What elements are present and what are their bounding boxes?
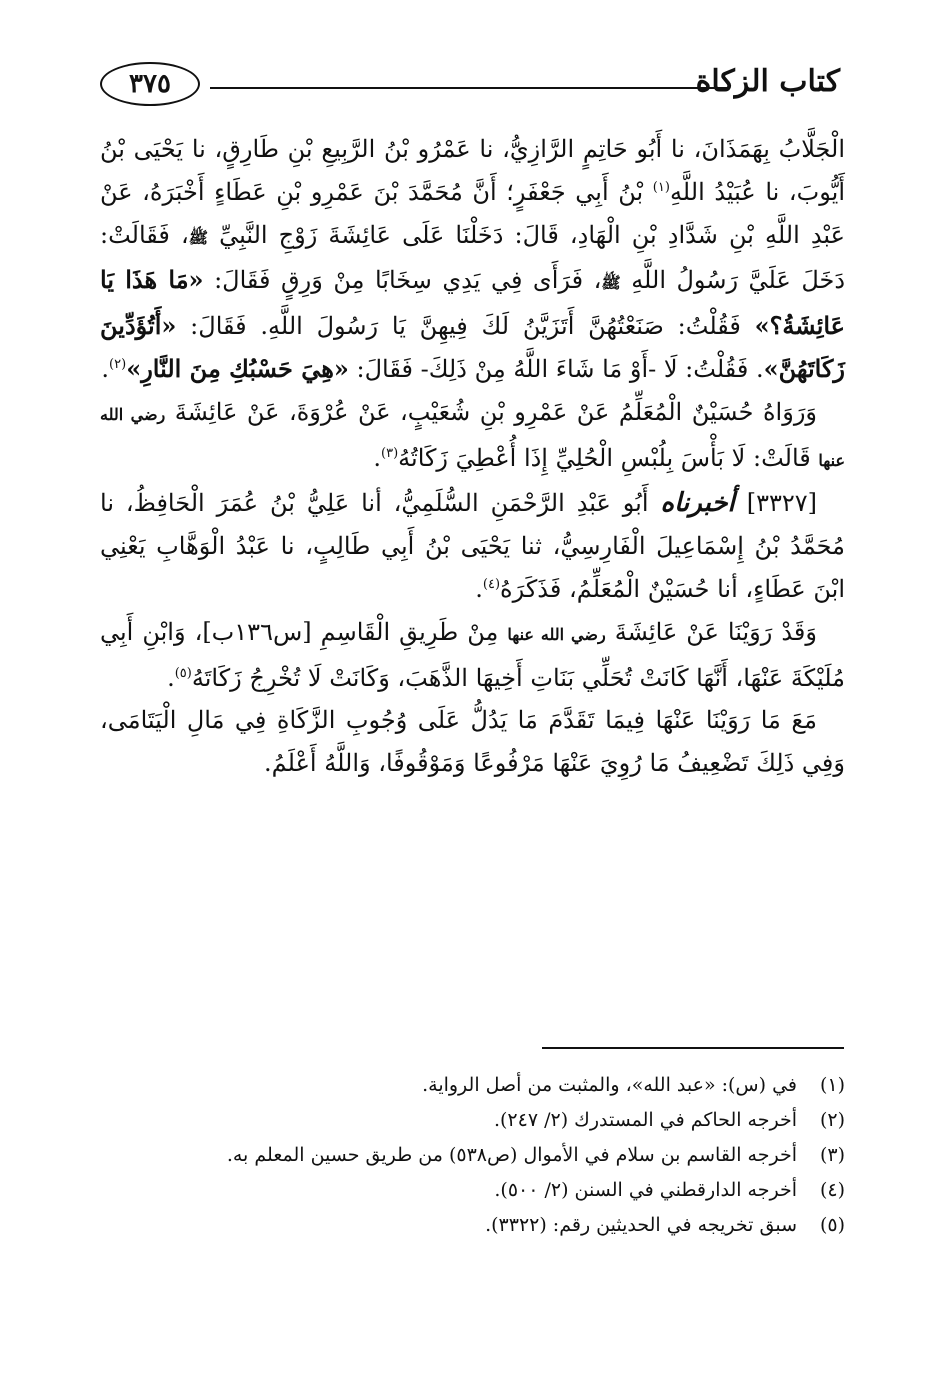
paragraph-aisha-report (100, 611, 845, 700)
text-run: وَقَدْ رَوَيْنَا عَنْ عَائِشَةَ (605, 617, 817, 646)
text-run: قَالَتْ: لَا بَأْسَ بِلُبْسِ الْحُلِيِّ إِذَا أُعْطِيَ زَكَاتُهُ (398, 443, 819, 472)
footnote-ref-1[interactable]: (١) (652, 179, 670, 195)
footnote-separator (542, 1047, 844, 1049)
text-run: بْنُ أَبِي جَعْفَرٍ؛ أَنَّ مُحَمَّدَ بْنَ عَمْرِو بْنِ عَطَاءٍ أَخْبَرَهُ، عَنْ عَبْدِ اللَّهِ بْنِ شَدَّادِ بْنِ الْهَادِ، قَالَ: دَخَلْنَا عَلَى عَائِشَةَ زَوْجِ النَّبِيِّ (100, 177, 845, 249)
text-run: . (167, 663, 175, 692)
footnote-item (100, 1173, 845, 1208)
honorific-glyph: رضي الله عنها (100, 404, 845, 470)
footnote-number: (٥) (819, 1214, 845, 1236)
text-run: . (373, 443, 381, 472)
hadith-number: [٣٣٢٧] (746, 489, 817, 518)
footnotes (100, 1068, 845, 1243)
text-run: مِنْ طَرِيقِ الْقَاسِمِ [س١٣٦ب]، وَابْنِ أَبِي مُلَيْكَةَ عَنْهَا، أَنَّهَا كَانَتْ تُحَلِّي بَنَاتِ أَخِيهَا الذَّهَبَ، وَكَانَتْ لَا تُخْرِجُ زَكَاتَهُ (100, 617, 845, 692)
running-title: كتاب الزكاة (695, 64, 840, 99)
text-run: ، فَرَأَى فِي يَدِي سِخَابًا مِنْ وَرِقٍ فَقَالَ: (203, 266, 602, 295)
paragraph-conclusion (100, 699, 845, 785)
footnote-number: (٤) (819, 1179, 845, 1201)
text-run: ، فَقَالَتْ: دَخَلَ عَلَيَّ رَسُولُ اللَّهِ (100, 220, 846, 295)
text-run: وَرَوَاهُ حُسَيْنٌ الْمُعَلِّمُ عَنْ عَمْرِو بْنِ شُعَيْبٍ، عَنْ عُرْوَةَ، عَنْ عَائِشَةَ (165, 397, 817, 426)
paragraph-hadith-text (100, 128, 845, 391)
page-number: ٣٧٥ (100, 62, 200, 106)
footnote-number: (٣) (819, 1144, 845, 1166)
footnote-text: سبق تخريجه في الحديثين رقم: (٣٣٢٢). (485, 1214, 797, 1236)
honorific-glyph: رضي الله عنها (507, 624, 606, 644)
text-run: . (475, 574, 483, 603)
akhbarana-label: أخبرناه (660, 488, 735, 519)
text-run: أَبُو عَبْدِ الرَّحْمَنِ السُّلَمِيُّ، أنا عَلِيُّ بْنُ عُمَرَ الْحَافِظُ، نا مُحَمَّدُ بْنُ إِسْمَاعِيلَ الْفَارِسِيُّ، ثنا يَحْيَى بْنُ أَبِي طَالِبٍ، نا عَبْدُ الْوَهَّابِ يَعْنِي ابْنَ عَطَاءٍ، أنا حُسَيْنٌ الْمُعَلِّمُ، فَذَكَرَهُ (100, 489, 845, 603)
main-text (100, 128, 845, 785)
prophet-quote: «أَتُؤَدِّينَ زَكَاتَهُنَّ» (100, 311, 845, 383)
prophet-quote: «هِيَ حَسْبُكِ مِنَ النَّارِ» (126, 353, 349, 383)
header-rule (210, 87, 730, 89)
footnote-item (100, 1208, 845, 1243)
salutation-glyph: ﷺ (188, 227, 209, 247)
footnote-text: أخرجه القاسم بن سلام في الأموال (ص٥٣٨) من طريق حسين المعلم به. (226, 1144, 797, 1166)
text-run: الْجَلَّابُ بِهَمَذَانَ، نا أَبُو حَاتِمٍ الرَّازِيُّ، نا عَمْرُو بْنُ الرَّبِيعِ بْنِ طَارِقٍ، نا يَحْيَى بْنُ أَيُّوبَ، نا عُبَيْدُ اللَّهِ (100, 135, 845, 206)
prophet-quote: «مَا هَذَا يَا عَائِشَةُ؟» (100, 265, 845, 341)
text-run: . فَقُلْتُ: لَا -أَوْ مَا شَاءَ اللَّهُ مِنْ ذَلِكَ- فَقَالَ: (348, 354, 764, 383)
paragraph-hadith-3327 (100, 482, 845, 610)
footnote-item (100, 1103, 845, 1138)
footnote-item (100, 1068, 845, 1103)
footnote-number: (١) (819, 1074, 845, 1096)
footnote-ref-5[interactable]: (٥) (174, 665, 192, 681)
text-run: . (101, 354, 110, 383)
text-run: فَقُلْتُ: صَنَعْتُهُنَّ أَتَزَيَّنُ لَكَ فِيهِنَّ يَا رَسُولَ اللَّهِ. فَقَالَ: (176, 312, 755, 341)
footnote-text: في (س): «عبد الله»، والمثبت من أصل الرواية. (422, 1074, 797, 1096)
text-run: مَعَ مَا رَوَيْنَا عَنْهَا فِيمَا تَقَدَّمَ مَا يَدُلُّ عَلَى وُجُوبِ الزَّكَاةِ فِي مَالِ الْيَتَامَى، وَفِي ذَلِكَ تَضْعِيفُ مَا رُوِيَ عَنْهَا مَرْفُوعًا وَمَوْقُوفًا، وَاللَّهُ أَعْلَمُ. (100, 706, 845, 778)
page-header (100, 58, 840, 118)
salutation-glyph: ﷺ (601, 273, 621, 293)
footnote-ref-4[interactable]: (٤) (482, 576, 501, 592)
footnote-ref-3[interactable]: (٣) (381, 445, 399, 461)
footnote-number: (٢) (819, 1109, 845, 1131)
footnote-text: أخرجه الحاكم في المستدرك (٢/ ٢٤٧). (493, 1109, 797, 1131)
footnote-text: أخرجه الدارقطني في السنن (٢/ ٥٠٠). (494, 1179, 797, 1201)
paragraph-riwaya (100, 391, 845, 483)
footnote-item (100, 1138, 845, 1173)
footnote-ref-2[interactable]: (٢) (109, 356, 127, 372)
